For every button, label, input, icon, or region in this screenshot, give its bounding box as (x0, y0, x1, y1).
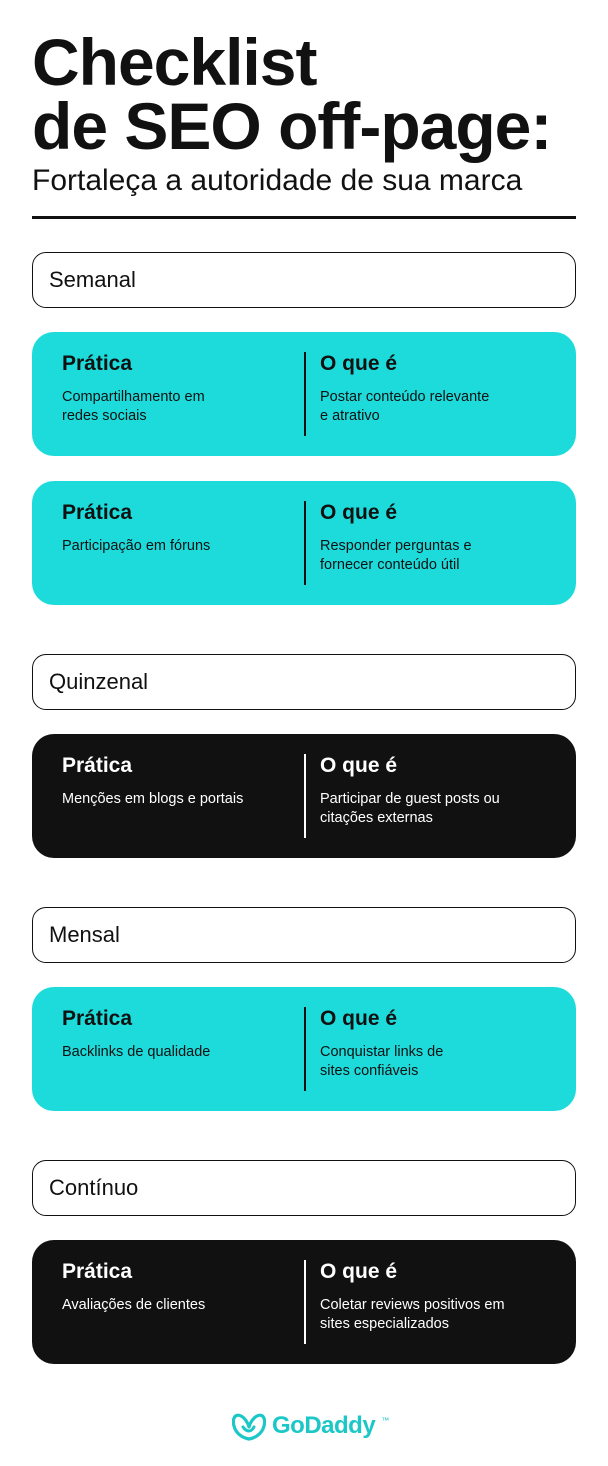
practice-text: Avaliações de clientes (62, 1297, 206, 1313)
checklist-card (32, 332, 576, 456)
checklist-card (32, 481, 576, 605)
description-text: Coletar reviews positivos em sites especializados (320, 1297, 505, 1332)
card-divider (304, 1007, 306, 1091)
description-column (320, 352, 550, 426)
description-heading: O que é (320, 501, 398, 524)
description-heading: O que é (320, 1007, 398, 1030)
title-line-1: Checklist (32, 25, 317, 99)
description-column (320, 1007, 550, 1081)
godaddy-logo (232, 1408, 389, 1444)
description-text: Responder perguntas e fornecer conteúdo útil (320, 538, 472, 573)
page-subtitle: Fortaleça a autoridade de sua marca (32, 164, 523, 197)
section-label-quinzenal: Quinzenal (32, 654, 576, 710)
practice-column (62, 501, 292, 556)
practice-column (62, 352, 292, 426)
practice-heading: Prática (62, 501, 133, 524)
card-divider (304, 1260, 306, 1344)
practice-heading: Prática (62, 1007, 133, 1030)
logo-wordmark: GoDaddy (272, 1412, 376, 1439)
description-column (320, 501, 550, 575)
practice-text: Compartilhamento em redes sociais (62, 389, 205, 424)
practice-text: Participação em fóruns (62, 538, 211, 554)
godaddy-logo-icon (232, 1410, 266, 1442)
card-divider (304, 754, 306, 838)
practice-heading: Prática (62, 352, 133, 375)
practice-column (62, 754, 292, 809)
description-column (320, 754, 550, 828)
description-text: Participar de guest posts ou citações externas (320, 791, 500, 826)
checklist-card (32, 987, 576, 1111)
checklist-card (32, 1240, 576, 1364)
section-label-continuo: Contínuo (32, 1160, 576, 1216)
practice-heading: Prática (62, 754, 133, 777)
description-heading: O que é (320, 1260, 398, 1283)
trademark-symbol: ™ (381, 1416, 390, 1425)
description-text: Conquistar links de sites confiáveis (320, 1044, 444, 1079)
practice-column (62, 1260, 292, 1315)
practice-text: Backlinks de qualidade (62, 1044, 211, 1060)
description-heading: O que é (320, 754, 398, 777)
practice-text: Menções em blogs e portais (62, 791, 244, 807)
practice-column (62, 1007, 292, 1062)
section-label-mensal: Mensal (32, 907, 576, 963)
section-label-semanal: Semanal (32, 252, 576, 308)
page-title (32, 25, 552, 163)
checklist-card (32, 734, 576, 858)
card-divider (304, 352, 306, 436)
header-divider (32, 216, 576, 219)
practice-heading: Prática (62, 1260, 133, 1283)
description-text: Postar conteúdo relevante e atrativo (320, 389, 490, 424)
card-divider (304, 501, 306, 585)
description-column (320, 1260, 550, 1334)
description-heading: O que é (320, 352, 398, 375)
title-line-2: de SEO off-page: (32, 89, 552, 163)
